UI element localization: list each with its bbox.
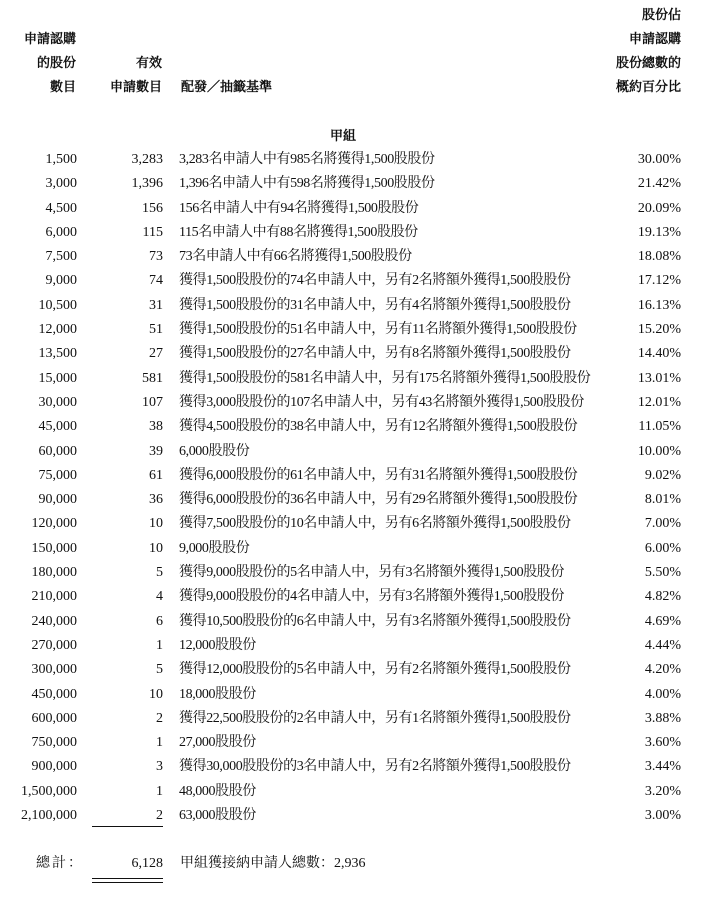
cell-valid-applications: 5: [156, 565, 163, 581]
total-label: 總計：: [36, 856, 84, 871]
table-row: [0, 707, 703, 731]
cell-percentage: 3.44%: [644, 759, 681, 775]
cell-valid-applications: 27: [149, 346, 163, 362]
cell-allocation-basis: 6,000股股份: [179, 443, 250, 459]
cell-shares-applied: 60,000: [38, 443, 77, 459]
table-row: [0, 318, 703, 342]
cell-allocation-basis: 獲得9,000股股份的4名申請人中，另有3名將額外獲得1,500股股份: [179, 589, 564, 605]
table-row: [0, 488, 703, 512]
cell-shares-applied: 300,000: [31, 662, 77, 678]
cell-valid-applications: 3,283: [131, 152, 163, 167]
cell-shares-applied: 210,000: [31, 589, 77, 605]
cell-percentage: 3.60%: [644, 735, 681, 751]
cell-allocation-basis: 獲得3,000股股份的107名申請人中，另有43名將額外獲得1,500股股份: [179, 394, 584, 410]
table-row: [0, 634, 703, 658]
cell-allocation-basis: 12,000股股份: [179, 637, 256, 653]
cell-percentage: 4.00%: [644, 686, 681, 702]
table-row: [0, 440, 703, 464]
cell-percentage: 16.13%: [637, 297, 681, 313]
cell-shares-applied: 90,000: [38, 492, 77, 508]
cell-allocation-basis: 9,000股股份: [179, 540, 250, 556]
cell-percentage: 11.05%: [638, 419, 681, 435]
cell-shares-applied: 7,500: [45, 249, 77, 265]
cell-shares-applied: 13,500: [38, 346, 77, 362]
table-row: [0, 245, 703, 269]
header-shares-applied: [10, 28, 76, 100]
table-row: [0, 464, 703, 488]
cell-percentage: 7.00%: [644, 516, 681, 532]
cell-allocation-basis: 獲得1,500股股份的27名申請人中，另有8名將額外獲得1,500股股份: [179, 346, 571, 362]
cell-shares-applied: 1,500,000: [21, 783, 77, 799]
cell-valid-applications: 74: [149, 273, 163, 289]
cell-percentage: 3.88%: [644, 710, 681, 726]
cell-allocation-basis: 獲得1,500股股份的74名申請人中，另有2名將額外獲得1,500股股份: [179, 273, 571, 289]
cell-percentage: 4.69%: [644, 613, 681, 629]
cell-allocation-basis: 27,000股股份: [179, 735, 256, 751]
table-row: [0, 269, 703, 293]
cell-allocation-basis: 73名申請人中有66名將獲得1,500股股份: [179, 249, 412, 265]
cell-shares-applied: 75,000: [38, 467, 77, 483]
cell-shares-applied: 12,000: [38, 322, 77, 338]
cell-allocation-basis: 18,000股股份: [179, 686, 256, 702]
header-valid-line: 有效: [135, 56, 162, 71]
cell-valid-applications: 10: [149, 686, 163, 702]
table-row: [0, 294, 703, 318]
header-pct-line: 概約百分比: [615, 80, 681, 95]
cell-shares-applied: 180,000: [31, 565, 77, 581]
cell-allocation-basis: 獲得22,500股股份的2名申請人中，另有1名將額外獲得1,500股股份: [179, 710, 571, 726]
header-shares-line: 數目: [49, 80, 76, 95]
cell-allocation-basis: 1,396名申請人中有598名將獲得1,500股股份: [179, 176, 435, 192]
table-row: [0, 537, 703, 561]
cell-shares-applied: 4,500: [45, 200, 77, 216]
cell-valid-applications: 31: [149, 297, 163, 313]
total-double-underline: [92, 878, 163, 883]
cell-allocation-basis: 63,000股股份: [179, 808, 256, 824]
cell-valid-applications: 107: [142, 394, 163, 410]
cell-valid-applications: 4: [156, 589, 163, 605]
cell-valid-applications: 5: [156, 662, 163, 678]
cell-valid-applications: 3: [156, 759, 163, 775]
cell-shares-applied: 120,000: [31, 516, 77, 532]
cell-shares-applied: 10,500: [38, 297, 77, 313]
table-row: [0, 585, 703, 609]
table-row: [0, 683, 703, 707]
group-title: 甲組: [330, 129, 357, 144]
cell-shares-applied: 2,100,000: [21, 808, 77, 824]
header-shares-line: 的股份: [36, 56, 76, 71]
table-row: [0, 391, 703, 415]
table-row: [0, 342, 703, 366]
header-valid-line: 申請數目: [109, 80, 162, 95]
cell-valid-applications: 1,396: [131, 176, 163, 192]
cell-percentage: 13.01%: [637, 370, 681, 386]
cell-percentage: 9.02%: [644, 467, 681, 483]
cell-percentage: 8.01%: [644, 492, 681, 508]
cell-percentage: 20.09%: [637, 200, 681, 216]
table-row: [0, 731, 703, 755]
cell-shares-applied: 45,000: [38, 419, 77, 435]
cell-valid-applications: 73: [149, 249, 163, 265]
cell-shares-applied: 450,000: [31, 686, 77, 702]
table-row: [0, 658, 703, 682]
cell-shares-applied: 9,000: [45, 273, 77, 289]
cell-shares-applied: 30,000: [38, 394, 77, 410]
cell-allocation-basis: 48,000股股份: [179, 783, 256, 799]
cell-allocation-basis: 獲得30,000股股份的3名申請人中，另有2名將額外獲得1,500股股份: [179, 759, 571, 775]
cell-shares-applied: 270,000: [31, 637, 77, 653]
header-shares-line: 申請認購: [23, 32, 76, 47]
cell-percentage: 4.82%: [644, 589, 681, 605]
table-row: [0, 221, 703, 245]
cell-percentage: 6.00%: [644, 540, 681, 556]
cell-allocation-basis: 獲得6,000股股份的36名申請人中，另有29名將額外獲得1,500股股份: [179, 492, 578, 508]
cell-allocation-basis: 156名申請人中有94名將獲得1,500股股份: [179, 200, 419, 216]
header-allocation-basis: 配發／抽籤基準: [181, 80, 273, 95]
cell-percentage: 18.08%: [637, 249, 681, 265]
allocation-table: [0, 148, 703, 828]
cell-valid-applications: 38: [149, 419, 163, 435]
cell-valid-applications: 156: [142, 200, 163, 216]
cell-shares-applied: 6,000: [45, 224, 77, 240]
table-row: [0, 561, 703, 585]
header-pct-line: 股份總數的: [615, 56, 681, 71]
cell-allocation-basis: 3,283名申請人中有985名將獲得1,500股股份: [179, 152, 435, 167]
cell-valid-applications: 1: [156, 637, 163, 653]
cell-percentage: 30.00%: [637, 152, 681, 167]
cell-valid-applications: 6: [156, 613, 163, 629]
cell-valid-applications: 1: [156, 735, 163, 751]
cell-valid-applications: 10: [149, 540, 163, 556]
sum-underline: [92, 826, 163, 827]
table-row: [0, 172, 703, 196]
table-row: [0, 512, 703, 536]
cell-percentage: 14.40%: [637, 346, 681, 362]
table-row: [0, 197, 703, 221]
cell-shares-applied: 600,000: [31, 710, 77, 726]
cell-valid-applications: 581: [142, 370, 163, 386]
cell-shares-applied: 750,000: [31, 735, 77, 751]
cell-allocation-basis: 獲得1,500股股份的51名申請人中，另有11名將額外獲得1,500股股份: [179, 322, 577, 338]
cell-percentage: 3.20%: [644, 783, 681, 799]
cell-shares-applied: 240,000: [31, 613, 77, 629]
cell-allocation-basis: 獲得9,000股股份的5名申請人中，另有3名將額外獲得1,500股股份: [179, 565, 564, 581]
cell-valid-applications: 115: [142, 224, 163, 240]
cell-valid-applications: 61: [149, 467, 163, 483]
table-row: [0, 148, 703, 172]
cell-percentage: 21.42%: [637, 176, 681, 192]
cell-shares-applied: 15,000: [38, 370, 77, 386]
cell-percentage: 3.00%: [644, 808, 681, 824]
cell-percentage: 12.01%: [637, 394, 681, 410]
cell-percentage: 15.20%: [637, 322, 681, 338]
total-description: 甲組獲接納申請人總數：2,936: [180, 856, 366, 871]
cell-valid-applications: 1: [156, 783, 163, 799]
cell-valid-applications: 39: [149, 443, 163, 459]
cell-percentage: 19.13%: [637, 224, 681, 240]
cell-allocation-basis: 獲得4,500股股份的38名申請人中，另有12名將額外獲得1,500股股份: [179, 419, 578, 435]
table-row: [0, 610, 703, 634]
cell-shares-applied: 150,000: [31, 540, 77, 556]
cell-shares-applied: 3,000: [45, 176, 77, 192]
table-row: [0, 780, 703, 804]
cell-allocation-basis: 獲得12,000股股份的5名申請人中，另有2名將額外獲得1,500股股份: [179, 662, 571, 678]
cell-valid-applications: 2: [156, 808, 163, 824]
cell-allocation-basis: 獲得7,500股股份的10名申請人中，另有6名將額外獲得1,500股股份: [179, 516, 571, 532]
cell-shares-applied: 1,500: [45, 152, 77, 167]
cell-valid-applications: 2: [156, 710, 163, 726]
header-pct-line: 股份佔: [641, 8, 681, 23]
cell-allocation-basis: 獲得10,500股股份的6名申請人中，另有3名將額外獲得1,500股股份: [179, 613, 571, 629]
table-row: [0, 415, 703, 439]
header-pct-line: 申請認購: [628, 32, 681, 47]
table-row: [0, 804, 703, 828]
table-row: [0, 367, 703, 391]
cell-valid-applications: 36: [149, 492, 163, 508]
cell-percentage: 5.50%: [644, 565, 681, 581]
header-valid-applications: [90, 52, 162, 100]
cell-allocation-basis: 獲得1,500股股份的581名申請人中，另有175名將額外獲得1,500股股份: [179, 370, 591, 386]
cell-percentage: 17.12%: [637, 273, 681, 289]
cell-percentage: 4.44%: [644, 637, 681, 653]
total-value: 6,128: [131, 856, 163, 871]
cell-percentage: 10.00%: [637, 443, 681, 459]
cell-valid-applications: 10: [149, 516, 163, 532]
cell-allocation-basis: 獲得1,500股股份的31名申請人中，另有4名將額外獲得1,500股股份: [179, 297, 571, 313]
table-row: [0, 755, 703, 779]
cell-valid-applications: 51: [149, 322, 163, 338]
cell-shares-applied: 900,000: [31, 759, 77, 775]
cell-allocation-basis: 115名申請人中有88名將獲得1,500股股份: [179, 224, 418, 240]
header-percentage: [560, 4, 681, 100]
cell-percentage: 4.20%: [644, 662, 681, 678]
cell-allocation-basis: 獲得6,000股股份的61名申請人中，另有31名將額外獲得1,500股股份: [179, 467, 578, 483]
